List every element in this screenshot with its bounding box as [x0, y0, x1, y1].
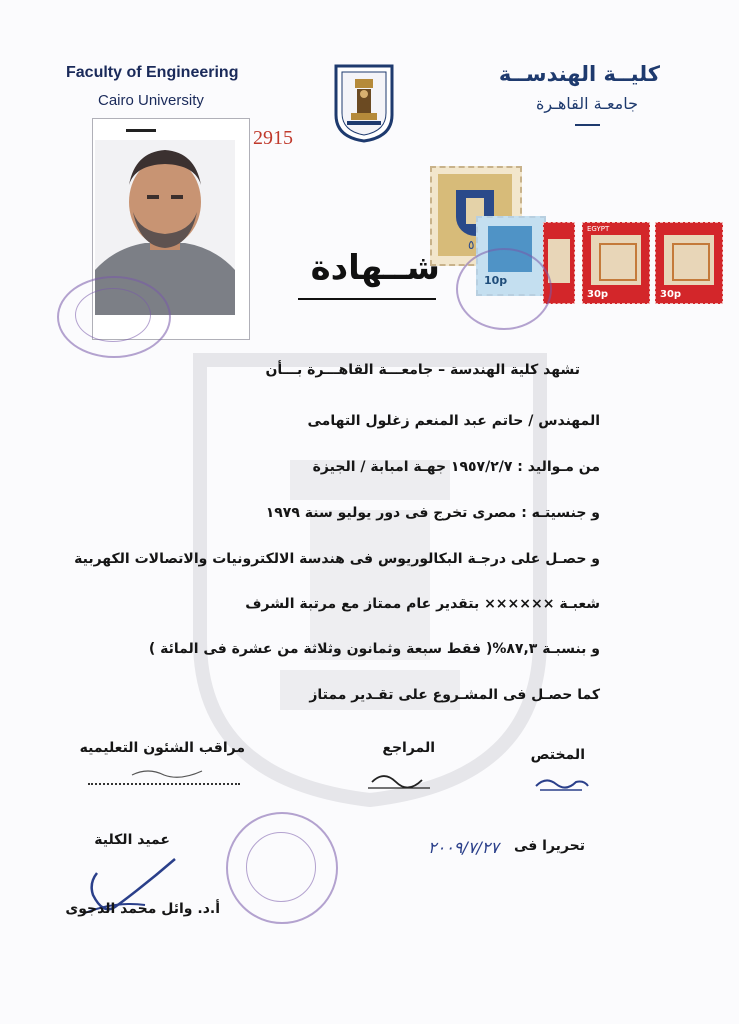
- reviewer-signature: [366, 768, 436, 796]
- date-label: تحريرا فى: [513, 838, 585, 854]
- stamp-country-label: EGYPT: [587, 225, 610, 233]
- serial-number: 2915: [253, 127, 293, 149]
- project-line: كما حصـل فى المشـروع على تقـدير ممتاز: [309, 687, 600, 703]
- red-revenue-stamp-2: [582, 222, 650, 304]
- certificate-title: شــهادة: [310, 248, 440, 288]
- percentage-line: و بنسبـة ٨٧,٣%( فقط سبعة وثمانون وثلاثة من عشرة فى المائة ): [148, 641, 600, 657]
- photo-seal-inner: [75, 288, 151, 342]
- faculty-name-ar: كليــة الهندســة: [498, 62, 660, 86]
- university-name-ar: جامعـة القاهـرة: [535, 94, 638, 113]
- blue-stamp-value: 10p: [484, 274, 508, 287]
- stamps-cancel-seal: [456, 248, 552, 330]
- supervisor-dotted-line: [88, 783, 240, 785]
- supervisor-signature: [128, 765, 208, 783]
- red-revenue-stamp-3: [655, 222, 723, 304]
- faculty-seal-inner: [246, 832, 316, 902]
- birth-line: من مـواليد : ١٩٥٧/٢/٧ جهـة امبابة / الجيزة: [312, 459, 600, 475]
- intro-line: تشهد كلية الهندسة – جامعـــة القاهـــرة بـــأن: [265, 362, 580, 378]
- faculty-name-en: Faculty of Engineering: [66, 64, 239, 81]
- name-line: المهندس / حاتم عبد المنعم زغلول التهامى: [307, 413, 600, 429]
- university-name-en: Cairo University: [98, 92, 204, 109]
- dean-title: عميد الكلية: [94, 832, 170, 848]
- specialist-signature: [532, 772, 592, 794]
- date-value: ٢٠٠٩/٧/٢٧: [428, 838, 499, 857]
- cairo-university-logo: [333, 63, 395, 143]
- photo-mark: [126, 129, 156, 132]
- dean-name: أ.د. وائل محمد الدجوى: [65, 901, 220, 917]
- degree-line: و حصـل على درجـة البكالوريوس فى هندسة الالكترونيات والاتصالات الكهربية: [74, 551, 600, 567]
- specialist-label: المختص: [530, 747, 585, 763]
- division-line: شعبـة ×××××× بتقدير عام ممتاز مع مرتبة الشرف: [245, 596, 600, 612]
- supervisor-label: مراقب الشئون التعليميه: [79, 740, 245, 756]
- red-stamp-value-2: 30p: [587, 289, 609, 300]
- reviewer-label: المراجع: [382, 740, 435, 756]
- nationality-line: و جنسيتـه : مصرى تخرج فى دور يوليو سنة ١٩٧٩: [265, 505, 600, 521]
- title-underline: [298, 298, 436, 300]
- red-stamp-value-3: 30p: [660, 289, 682, 300]
- crest-stamp-value: ٥: [468, 238, 475, 252]
- header-underline: [575, 124, 600, 126]
